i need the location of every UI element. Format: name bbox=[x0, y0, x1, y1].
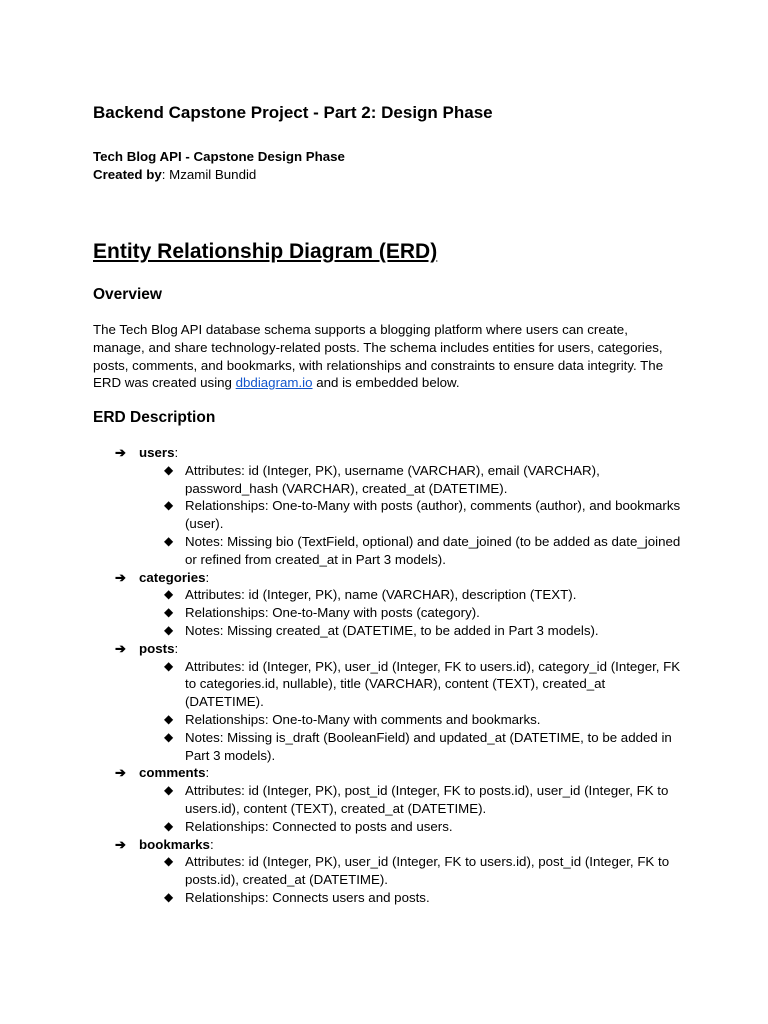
entity-name: users bbox=[139, 445, 175, 460]
entity-list bbox=[93, 444, 683, 907]
entity-name: categories bbox=[139, 569, 206, 585]
entity-detail-item bbox=[139, 622, 683, 640]
arrow-right-icon: ➔ bbox=[115, 765, 126, 781]
entity-detail-text: Relationships: Connects users and posts. bbox=[185, 889, 430, 905]
created-by-value: : Mzamil Bundid bbox=[161, 167, 257, 182]
entity-detail-item bbox=[139, 853, 683, 889]
overview-text-before-link: The Tech Blog API database schema supports a blogging platform where users can create, manage, and share technology-related posts. The schema includes entities for users, categories, posts, comments, and bookmarks, with relationships and constraints to ensure data integrity. The ERD was created using bbox=[93, 322, 664, 391]
entity-detail-item bbox=[139, 729, 683, 765]
diamond-bullet-icon: ◆ bbox=[164, 889, 174, 904]
entity-name-line bbox=[139, 836, 683, 854]
entity-name-line bbox=[139, 764, 683, 782]
arrow-right-icon: ➔ bbox=[115, 445, 126, 460]
entity-detail-item bbox=[139, 711, 683, 729]
diamond-bullet-icon: ◆ bbox=[164, 658, 174, 673]
entity-detail-text: Attributes: id (Integer, PK), post_id (Integer, FK to posts.id), user_id (Integer, FK to users.id), content (TEXT), created_at (DATETIME). bbox=[185, 783, 669, 816]
entity-detail-text: Attributes: id (Integer, PK), user_id (Integer, FK to users.id), category_id (Integer, FK to categories.id, nullable), title (VARCHAR), content (TEXT), created_at (DATETIME). bbox=[185, 658, 681, 710]
diamond-bullet-icon: ◆ bbox=[164, 462, 174, 477]
diamond-bullet-icon: ◆ bbox=[164, 622, 174, 637]
entity-item-bookmarks bbox=[93, 836, 683, 907]
erd-heading: Entity Relationship Diagram (ERD) bbox=[93, 240, 438, 263]
entity-name-colon: : bbox=[209, 836, 214, 852]
entity-detail-item bbox=[139, 782, 683, 818]
entity-detail-text: Attributes: id (Integer, PK), username (VARCHAR), email (VARCHAR), password_hash (VARCHAR), created_at (DATETIME). bbox=[185, 462, 600, 496]
document-subtitle: Tech Blog API - Capstone Design Phase bbox=[93, 149, 345, 164]
entity-name-line bbox=[139, 444, 683, 462]
entity-detail-text: Notes: Missing bio (TextField, optional) and date_joined (to be added as date_joined or refined from created_at in Part 3 models). bbox=[185, 533, 681, 567]
diamond-bullet-icon: ◆ bbox=[164, 498, 174, 513]
overview-text-after-link: and is embedded below. bbox=[312, 375, 460, 391]
created-by-line bbox=[93, 167, 256, 182]
entity-detail-list bbox=[139, 586, 683, 639]
diamond-bullet-icon: ◆ bbox=[164, 854, 174, 869]
entity-name-colon: : bbox=[205, 765, 210, 781]
entity-detail-text: Attributes: id (Integer, PK), name (VARCHAR), description (TEXT). bbox=[185, 587, 577, 603]
entity-detail-item bbox=[139, 604, 683, 622]
entity-detail-item bbox=[139, 533, 683, 569]
entity-detail-text: Relationships: One-to-Many with posts (author), comments (author), and bookmarks (user). bbox=[185, 498, 681, 532]
diamond-bullet-icon: ◆ bbox=[164, 587, 174, 602]
document-title: Backend Capstone Project - Part 2: Design Phase bbox=[93, 103, 493, 122]
entity-name: bookmarks bbox=[139, 836, 210, 852]
entity-detail-item bbox=[139, 586, 683, 604]
entity-item-categories bbox=[93, 569, 683, 640]
entity-name-colon: : bbox=[205, 569, 210, 585]
diamond-bullet-icon: ◆ bbox=[164, 711, 174, 726]
overview-paragraph bbox=[93, 321, 683, 392]
arrow-right-icon: ➔ bbox=[115, 640, 126, 656]
entity-name: comments bbox=[139, 765, 206, 781]
entity-detail-text: Relationships: Connected to posts and users. bbox=[185, 818, 453, 834]
entity-item-comments bbox=[93, 764, 683, 835]
entity-detail-list bbox=[139, 853, 683, 906]
arrow-right-icon: ➔ bbox=[115, 836, 126, 852]
entity-name-colon: : bbox=[174, 445, 179, 460]
diamond-bullet-icon: ◆ bbox=[164, 533, 174, 548]
diamond-bullet-icon: ◆ bbox=[164, 783, 174, 798]
entity-detail-text: Attributes: id (Integer, PK), user_id (Integer, FK to users.id), post_id (Integer, FK to posts.id), created_at (DATETIME). bbox=[185, 854, 670, 888]
entity-detail-item bbox=[139, 462, 683, 498]
entity-name-line bbox=[139, 640, 683, 658]
entity-detail-item bbox=[139, 658, 683, 711]
entity-item-posts bbox=[93, 640, 683, 765]
entity-detail-list bbox=[139, 782, 683, 835]
entity-detail-item bbox=[139, 497, 683, 533]
entity-detail-item bbox=[139, 818, 683, 836]
diamond-bullet-icon: ◆ bbox=[164, 818, 174, 833]
entity-name: posts bbox=[139, 640, 175, 656]
entity-detail-text: Notes: Missing created_at (DATETIME, to be added in Part 3 models). bbox=[185, 622, 599, 638]
entity-detail-item bbox=[139, 889, 683, 907]
entity-detail-list bbox=[139, 462, 683, 569]
entity-detail-text: Relationships: One-to-Many with posts (category). bbox=[185, 605, 480, 621]
entity-detail-list bbox=[139, 658, 683, 765]
entity-name-colon: : bbox=[174, 640, 179, 656]
entity-detail-text: Notes: Missing is_draft (BooleanField) and updated_at (DATETIME, to be added in Part 3 models). bbox=[185, 729, 672, 763]
dbdiagram-link[interactable]: dbdiagram.io bbox=[235, 375, 313, 391]
arrow-right-icon: ➔ bbox=[115, 569, 126, 585]
created-by-label: Created by bbox=[93, 167, 162, 182]
diamond-bullet-icon: ◆ bbox=[164, 729, 174, 744]
erd-description-heading: ERD Description bbox=[93, 409, 216, 426]
overview-heading: Overview bbox=[93, 286, 162, 303]
entity-name-line bbox=[139, 569, 683, 587]
entity-detail-text: Relationships: One-to-Many with comments and bookmarks. bbox=[185, 711, 541, 727]
entity-item-users bbox=[93, 444, 683, 569]
diamond-bullet-icon: ◆ bbox=[164, 605, 174, 620]
